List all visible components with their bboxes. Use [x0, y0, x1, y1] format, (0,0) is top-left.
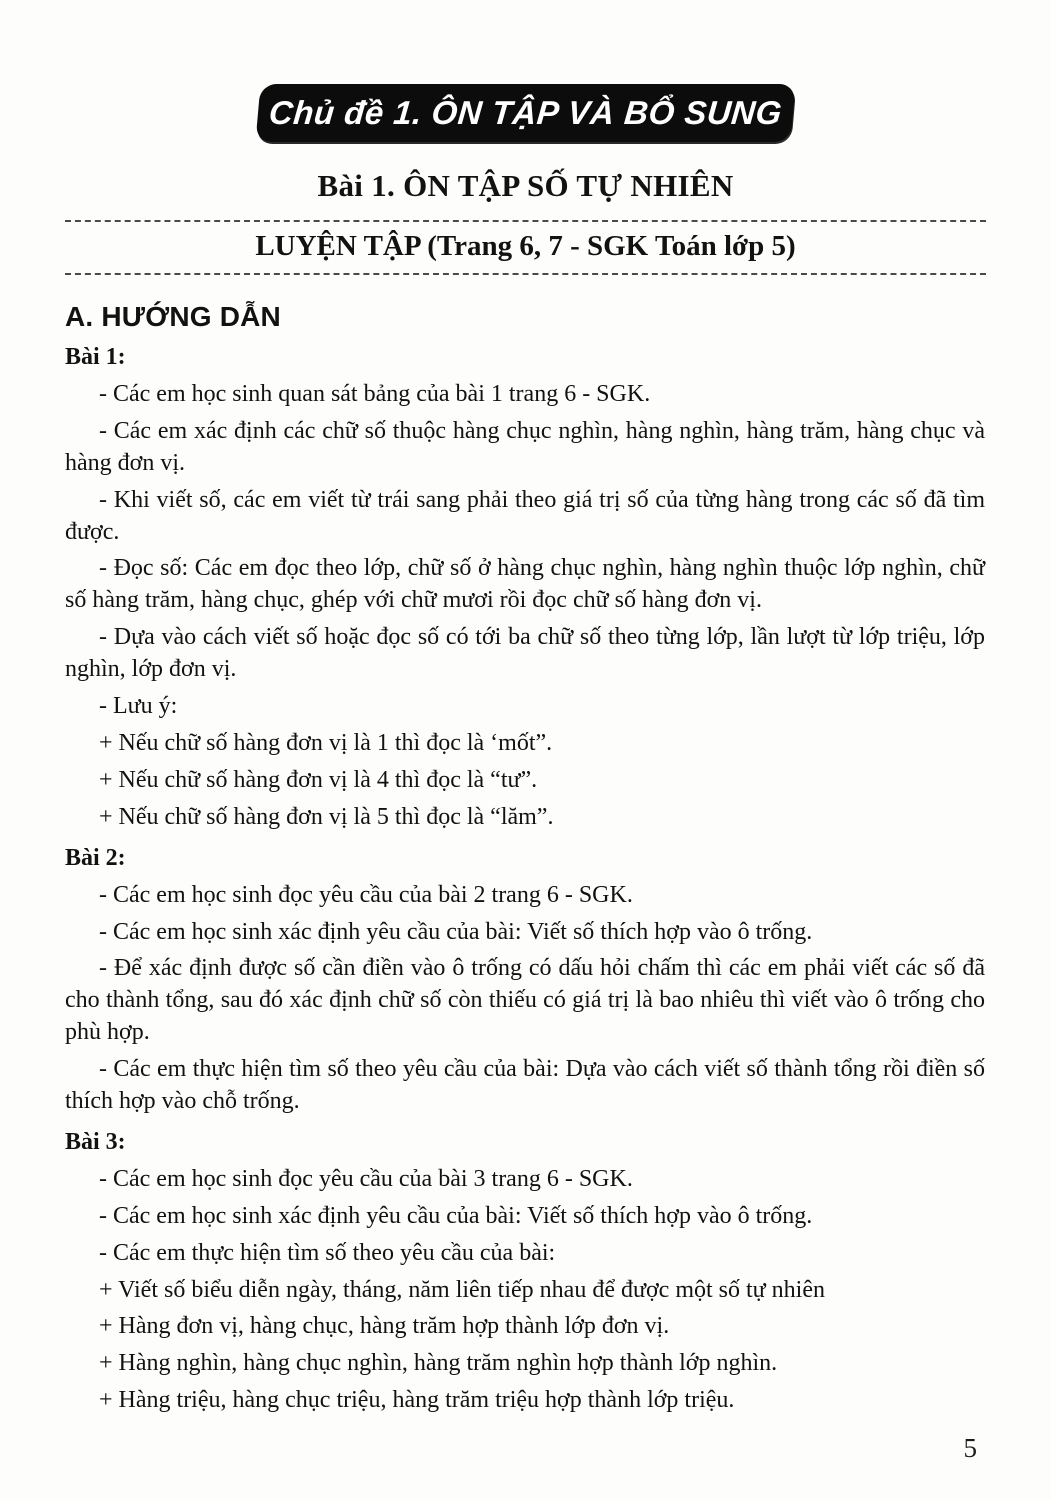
exercise-heading: Bài 1: — [65, 344, 126, 370]
dashed-divider-top — [65, 220, 986, 222]
chapter-banner-label: Chủ đề 1. ÔN TẬP VÀ BỔ SUNG — [267, 94, 784, 131]
paragraph-line: + Nếu chữ số hàng đơn vị là 4 thì đọc là “tư”. — [99, 766, 538, 793]
lesson-title: Bài 1. ÔN TẬP SỐ TỰ NHIÊN — [317, 168, 734, 203]
paragraph-line: - Dựa vào cách viết số hoặc đọc số có tới ba chữ số theo từng lớp, lần lượt từ lớp triệu, lớp nghìn, lớp đơn vị. — [65, 624, 985, 683]
paragraph-line: + Hàng triệu, hàng chục triệu, hàng trăm triệu hợp thành lớp triệu. — [99, 1387, 735, 1414]
paragraph-line: + Nếu chữ số hàng đơn vị là 1 thì đọc là ‘mốt”. — [99, 729, 553, 756]
paragraph-line: - Các em học sinh quan sát bảng của bài 1 trang 6 - SGK. — [99, 380, 651, 407]
section-heading-guidance: A. HƯỚNG DẪN — [65, 301, 281, 332]
paragraph-line: - Các em thực hiện tìm số theo yêu cầu của bài: Dựa vào cách viết số thành tổng rồi điền số thích hợp vào chỗ trống. — [65, 1056, 985, 1115]
exercise-heading: Bài 2: — [65, 844, 126, 871]
exercise-heading: Bài 3: — [65, 1128, 126, 1155]
paragraph-line: + Hàng đơn vị, hàng chục, hàng trăm hợp thành lớp đơn vị. — [99, 1313, 670, 1340]
page-number: 5 — [963, 1433, 977, 1463]
paragraph-line: - Lưu ý: — [99, 693, 178, 720]
paragraph-line: - Khi viết số, các em viết từ trái sang phải theo giá trị số của từng hàng trong các số đã tìm được. — [65, 486, 985, 545]
chapter-banner — [255, 84, 795, 142]
paragraph-line: + Viết số biểu diễn ngày, tháng, năm liên tiếp nhau để được một số tự nhiên — [99, 1276, 825, 1303]
paragraph-line: + Hàng nghìn, hàng chục nghìn, hàng trăm nghìn hợp thành lớp nghìn. — [99, 1350, 778, 1377]
paragraph-line: - Các em thực hiện tìm số theo yêu cầu của bài: — [99, 1239, 556, 1266]
paragraph-line: - Các em học sinh xác định yêu cầu của bài: Viết số thích hợp vào ô trống. — [99, 918, 813, 945]
paragraph-line: - Các em học sinh xác định yêu cầu của bài: Viết số thích hợp vào ô trống. — [99, 1202, 813, 1229]
paragraph-line: - Các em học sinh đọc yêu cầu của bài 3 trang 6 - SGK. — [99, 1165, 633, 1192]
paragraph-line: - Để xác định được số cần điền vào ô trống có dấu hỏi chấm thì các em phải viết các số đã cho thành tổng, sau đó xác định chữ số còn thiếu có giá trị là bao nhiêu thì viết vào ô trống cho phù hợp. — [65, 955, 985, 1046]
body-content — [65, 342, 985, 1417]
paragraph-line: - Các em học sinh đọc yêu cầu của bài 2 trang 6 - SGK. — [99, 881, 633, 908]
paragraph-line: - Đọc số: Các em đọc theo lớp, chữ số ở hàng chục nghìn, hàng nghìn thuộc lớp nghìn, chữ số hàng trăm, hàng chục, ghép với chữ mươi rồi đọc chữ số hàng đơn vị. — [65, 555, 985, 614]
paragraph-line: + Nếu chữ số hàng đơn vị là 5 thì đọc là “lăm”. — [99, 803, 554, 830]
dashed-divider-bottom — [65, 273, 986, 275]
paragraph-line: - Các em xác định các chữ số thuộc hàng chục nghìn, hàng nghìn, hàng trăm, hàng chục và hàng đơn vị. — [65, 417, 985, 476]
practice-heading: LUYỆN TẬP (Trang 6, 7 - SGK Toán lớp 5) — [255, 230, 796, 262]
